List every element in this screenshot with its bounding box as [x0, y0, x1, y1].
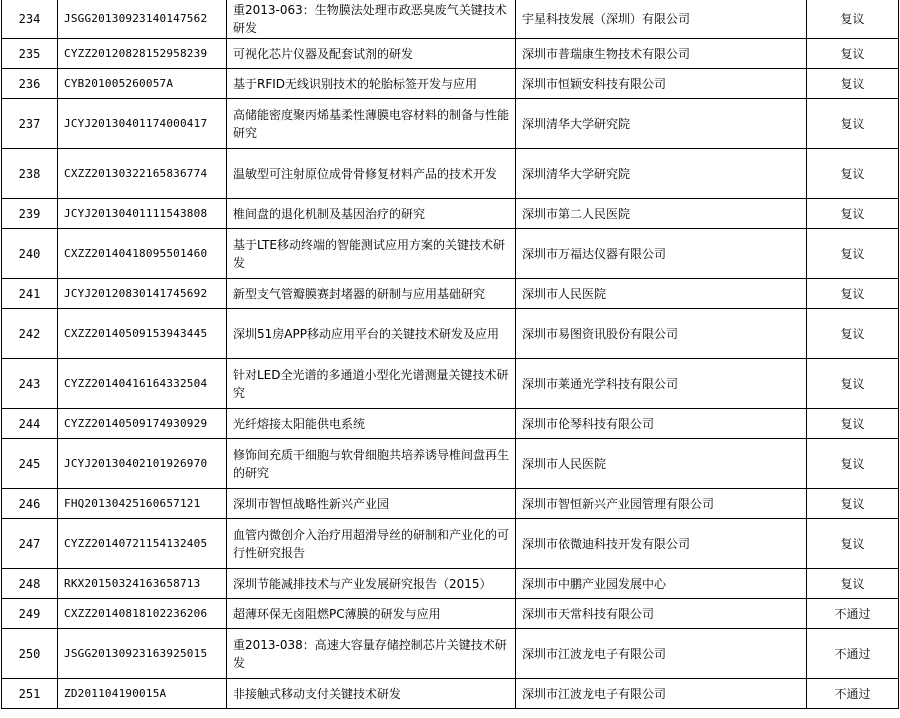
review-result: 复议 [807, 229, 899, 279]
table-row [2, 229, 899, 279]
table-row [2, 439, 899, 489]
applicant-organization: 深圳市易图资讯股份有限公司 [516, 309, 807, 359]
project-code: JSGG20130923163925015 [58, 629, 227, 679]
row-number: 242 [2, 309, 58, 359]
table-row [2, 69, 899, 99]
row-number: 235 [2, 39, 58, 69]
applicant-organization: 深圳市依微迪科技开发有限公司 [516, 519, 807, 569]
project-code: FHQ20130425160657121 [58, 489, 227, 519]
row-number: 240 [2, 229, 58, 279]
table-row [2, 489, 899, 519]
review-result: 复议 [807, 519, 899, 569]
review-result: 复议 [807, 199, 899, 229]
table-row [2, 279, 899, 309]
project-code: CYZZ20140416164332504 [58, 359, 227, 409]
table-row [2, 629, 899, 679]
review-result: 复议 [807, 99, 899, 149]
project-title: 新型支气管瓣膜赛封堵器的研制与应用基础研究 [227, 279, 516, 309]
table-row [2, 149, 899, 199]
review-result: 不通过 [807, 679, 899, 709]
row-number: 236 [2, 69, 58, 99]
project-title: 重2013-063：生物膜法处理市政恶臭废气关键技术研发 [227, 0, 516, 39]
project-code: CXZZ20140509153943445 [58, 309, 227, 359]
review-result: 复议 [807, 149, 899, 199]
project-title: 高储能密度聚丙烯基柔性薄膜电容材料的制备与性能研究 [227, 99, 516, 149]
project-title: 光纤熔接太阳能供电系统 [227, 409, 516, 439]
project-code: JSGG20130923140147562 [58, 0, 227, 39]
table-row [2, 359, 899, 409]
applicant-organization: 深圳市人民医院 [516, 439, 807, 489]
table-row [2, 569, 899, 599]
project-title: 重2013-038：高速大容量存储控制芯片关键技术研发 [227, 629, 516, 679]
table-row [2, 409, 899, 439]
row-number: 250 [2, 629, 58, 679]
row-number: 244 [2, 409, 58, 439]
project-title: 超薄环保无卤阻燃PC薄膜的研发与应用 [227, 599, 516, 629]
row-number: 246 [2, 489, 58, 519]
table-row [2, 99, 899, 149]
project-title: 深圳市智恒战略性新兴产业园 [227, 489, 516, 519]
review-result: 复议 [807, 39, 899, 69]
applicant-organization: 深圳市第二人民医院 [516, 199, 807, 229]
row-number: 238 [2, 149, 58, 199]
applicant-organization: 深圳市智恒新兴产业园管理有限公司 [516, 489, 807, 519]
row-number: 245 [2, 439, 58, 489]
applicant-organization: 深圳市恒颖安科技有限公司 [516, 69, 807, 99]
project-code: CYZZ20140509174930929 [58, 409, 227, 439]
table-row [2, 599, 899, 629]
project-code: JCYJ20130401174000417 [58, 99, 227, 149]
project-title: 椎间盘的退化机制及基因治疗的研究 [227, 199, 516, 229]
row-number: 241 [2, 279, 58, 309]
applicant-organization: 深圳市普瑞康生物技术有限公司 [516, 39, 807, 69]
project-code: CXZZ20130322165836774 [58, 149, 227, 199]
project-review-table [1, 0, 899, 709]
row-number: 247 [2, 519, 58, 569]
review-result: 不通过 [807, 629, 899, 679]
table-row [2, 309, 899, 359]
review-result: 复议 [807, 489, 899, 519]
project-code: JCYJ20120830141745692 [58, 279, 227, 309]
project-code: RKX20150324163658713 [58, 569, 227, 599]
applicant-organization: 深圳清华大学研究院 [516, 149, 807, 199]
project-title: 针对LED全光谱的多通道小型化光谱测量关键技术研究 [227, 359, 516, 409]
table-row [2, 199, 899, 229]
project-title: 深圳节能减排技术与产业发展研究报告（2015） [227, 569, 516, 599]
review-result: 复议 [807, 309, 899, 359]
project-code: ZD201104190015A [58, 679, 227, 709]
project-title: 血管内微创介入治疗用超滑导丝的研制和产业化的可行性研究报告 [227, 519, 516, 569]
project-code: CXZZ20140418095501460 [58, 229, 227, 279]
project-code: JCYJ20130401111543808 [58, 199, 227, 229]
project-code: CYZZ20140721154132405 [58, 519, 227, 569]
review-result: 复议 [807, 279, 899, 309]
applicant-organization: 深圳清华大学研究院 [516, 99, 807, 149]
project-code: CXZZ20140818102236206 [58, 599, 227, 629]
row-number: 251 [2, 679, 58, 709]
applicant-organization: 深圳市人民医院 [516, 279, 807, 309]
table-row [2, 0, 899, 39]
applicant-organization: 宇星科技发展（深圳）有限公司 [516, 0, 807, 39]
project-title: 深圳51房APP移动应用平台的关键技术研发及应用 [227, 309, 516, 359]
project-title: 修饰间充质干细胞与软骨细胞共培养诱导椎间盘再生的研究 [227, 439, 516, 489]
row-number: 249 [2, 599, 58, 629]
applicant-organization: 深圳市天常科技有限公司 [516, 599, 807, 629]
review-result: 复议 [807, 69, 899, 99]
project-code: JCYJ20130402101926970 [58, 439, 227, 489]
review-result: 复议 [807, 439, 899, 489]
review-result: 复议 [807, 409, 899, 439]
applicant-organization: 深圳市万福达仪器有限公司 [516, 229, 807, 279]
project-title: 温敏型可注射原位成骨骨修复材料产品的技术开发 [227, 149, 516, 199]
row-number: 239 [2, 199, 58, 229]
table-row [2, 39, 899, 69]
applicant-organization: 深圳市江波龙电子有限公司 [516, 679, 807, 709]
review-result: 复议 [807, 359, 899, 409]
applicant-organization: 深圳市中鹏产业园发展中心 [516, 569, 807, 599]
review-result: 复议 [807, 0, 899, 39]
row-number: 248 [2, 569, 58, 599]
project-title: 基于LTE移动终端的智能测试应用方案的关键技术研发 [227, 229, 516, 279]
project-code: CYZZ20120828152958239 [58, 39, 227, 69]
applicant-organization: 深圳市伦琴科技有限公司 [516, 409, 807, 439]
table-row [2, 519, 899, 569]
project-title: 可视化芯片仪器及配套试剂的研发 [227, 39, 516, 69]
project-title: 非接触式移动支付关键技术研发 [227, 679, 516, 709]
applicant-organization: 深圳市莱通光学科技有限公司 [516, 359, 807, 409]
row-number: 234 [2, 0, 58, 39]
row-number: 243 [2, 359, 58, 409]
project-title: 基于RFID无线识别技术的轮胎标签开发与应用 [227, 69, 516, 99]
review-result: 不通过 [807, 599, 899, 629]
table-row [2, 679, 899, 709]
applicant-organization: 深圳市江波龙电子有限公司 [516, 629, 807, 679]
row-number: 237 [2, 99, 58, 149]
review-result: 复议 [807, 569, 899, 599]
project-code: CYB201005260057A [58, 69, 227, 99]
